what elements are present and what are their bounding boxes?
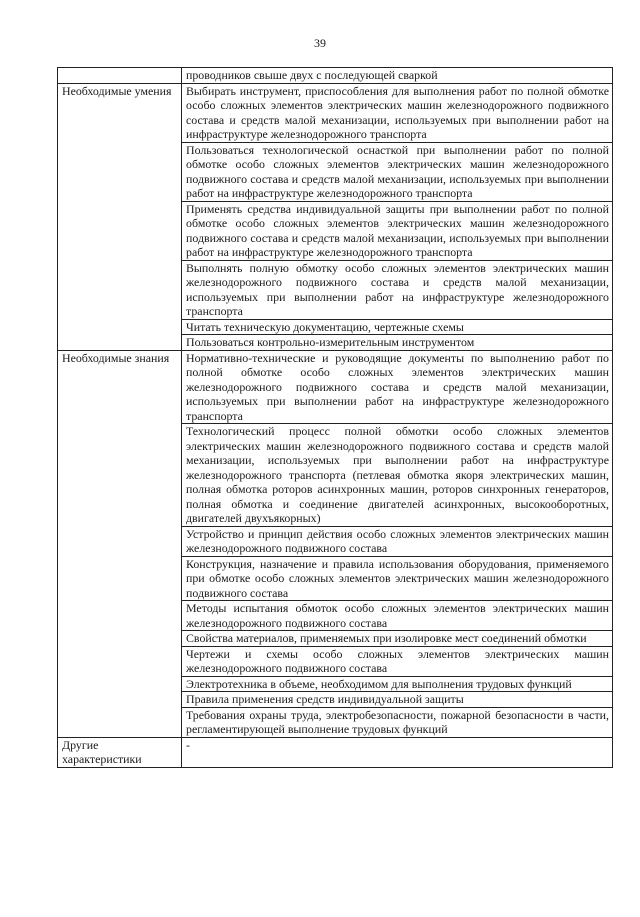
table-row <box>58 83 613 142</box>
qualification-table <box>57 67 613 768</box>
row-text: Правила применения средств индивидуальной защиты <box>182 692 613 708</box>
table-row <box>58 737 613 767</box>
row-label: Необходимые знания <box>58 350 182 737</box>
row-text: Технологический процесс полной обмотки особо сложных элементов электрических машин железнодорожного подвижного состава и средств малой механизации, используемых при выполнении работ на инфраструктуре железнодорожного транспорта (петлевая обмотка якоря электрических машин, полная обмотка роторов асинхронных машин, роторов синхронных генераторов, полная обмотка и соединение двигателей асинхронных, высокооборотных, двигателей двухъякорных) <box>182 424 613 527</box>
row-text: проводников свыше двух с последующей сваркой <box>182 68 613 84</box>
row-label: Необходимые умения <box>58 83 182 350</box>
row-label <box>58 68 182 84</box>
row-text: - <box>182 737 613 767</box>
row-text: Выбирать инструмент, приспособления для выполнения работ по полной обмотке особо сложных элементов электрических машин железнодорожного подвижного состава и средств малой механизации, используемых при выполнении работ на инфраструктуре железнодорожного транспорта <box>182 83 613 142</box>
row-text: Пользоваться технологической оснасткой при выполнении работ по полной обмотке особо сложных элементов электрических машин железнодорожного подвижного состава и средств малой механизации, используемых при выполнении работ на инфраструктуре железнодорожного транспорта <box>182 142 613 201</box>
row-text: Конструкция, назначение и правила использования оборудования, применяемого при обмотке особо сложных элементов электрических машин железнодорожного подвижного состава <box>182 556 613 601</box>
table-row <box>58 350 613 424</box>
row-text: Методы испытания обмоток особо сложных элементов электрических машин железнодорожного подвижного состава <box>182 601 613 631</box>
row-text: Чертежи и схемы особо сложных элементов электрических машин железнодорожного подвижного состава <box>182 646 613 676</box>
row-text: Свойства материалов, применяемых при изолировке мест соединений обмотки <box>182 631 613 647</box>
row-text: Требования охраны труда, электробезопасности, пожарной безопасности в части, регламентирующей выполнение трудовых функций <box>182 707 613 737</box>
page-number: 39 <box>314 36 326 50</box>
row-text: Выполнять полную обмотку особо сложных элементов электрических машин железнодорожного подвижного состава и средств малой механизации, используемых при выполнении работ на инфраструктуре железнодорожного транспорта <box>182 260 613 319</box>
row-label: Другие характеристики <box>58 737 182 767</box>
row-text: Пользоваться контрольно-измерительным инструментом <box>182 335 613 351</box>
row-text: Читать техническую документацию, чертежные схемы <box>182 319 613 335</box>
row-text: Нормативно-технические и руководящие документы по выполнению работ по полной обмотке особо сложных элементов электрических машин железнодорожного подвижного состава и средств малой механизации, используемых при выполнении работ на инфраструктуре железнодорожного транспорта <box>182 350 613 424</box>
table-row <box>58 68 613 84</box>
row-text: Устройство и принцип действия особо сложных элементов электрических машин железнодорожного подвижного состава <box>182 526 613 556</box>
row-text: Применять средства индивидуальной защиты при выполнении работ по полной обмотке особо сложных элементов электрических машин железнодорожного подвижного состава и средств малой механизации, используемых при выполнении работ на инфраструктуре железнодорожного транспорта <box>182 201 613 260</box>
row-text: Электротехника в объеме, необходимом для выполнения трудовых функций <box>182 676 613 692</box>
